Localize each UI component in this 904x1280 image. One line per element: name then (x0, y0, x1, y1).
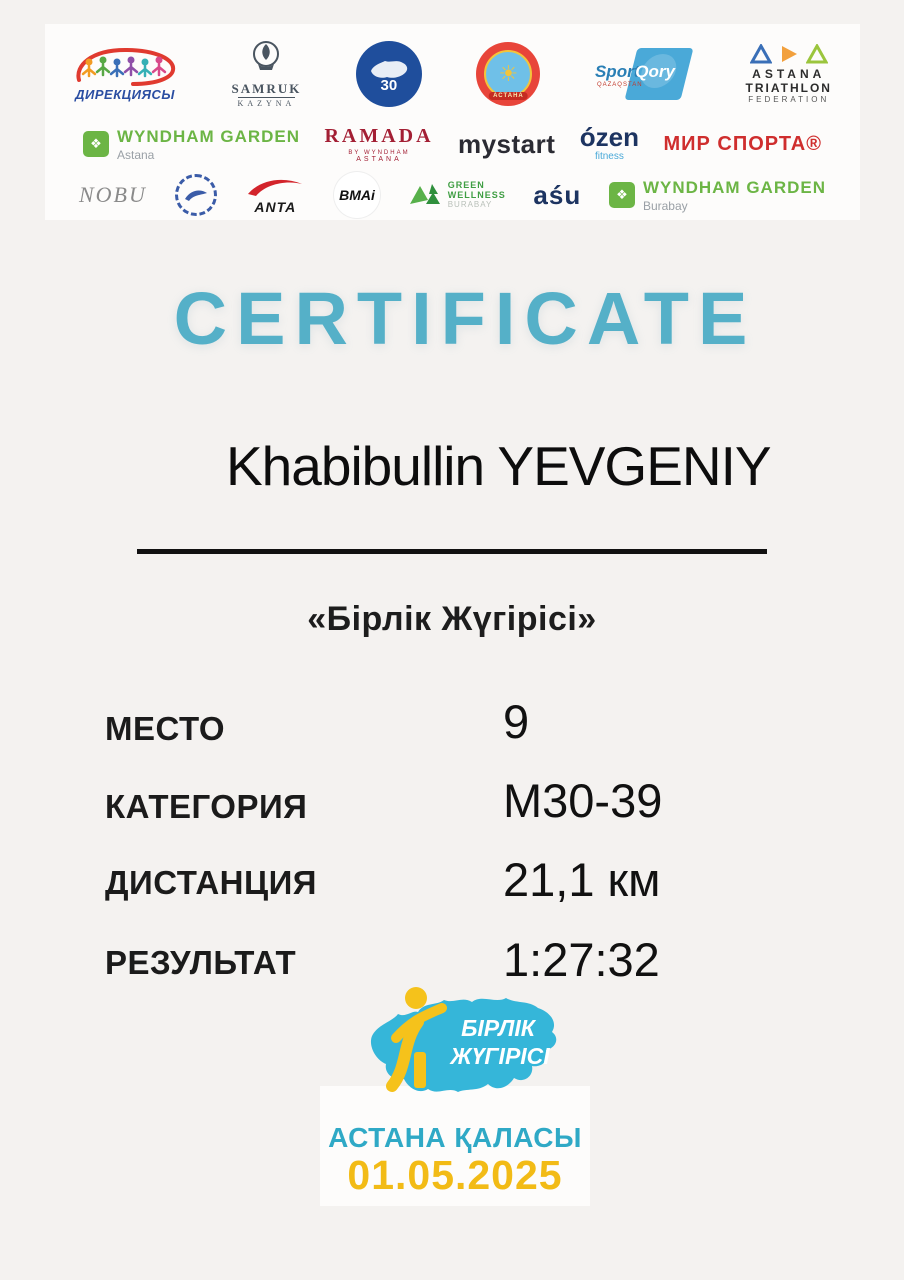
ozen-brand-text: ózen (579, 122, 640, 153)
samruk-emblem-icon (249, 40, 283, 81)
joma-logo (175, 174, 217, 216)
anta-logo (244, 176, 306, 215)
wyndham-garden-burabay-logo (609, 178, 826, 213)
bmai-logo (334, 172, 380, 218)
wyndham-location-text: Astana (117, 147, 155, 162)
wyndham-garden-astana-logo (83, 127, 300, 162)
wyndham-diamond-icon: ❖ (609, 182, 635, 208)
mystart-logo (458, 129, 555, 160)
bmai-brand-text: BMAi (339, 187, 375, 203)
result-label-category: КАТЕГОРИЯ (105, 788, 308, 825)
qory-text: Qory (635, 62, 675, 81)
direkciyasy-logo (73, 46, 177, 102)
result-value-distance: 21,1 км (503, 853, 661, 906)
certificate-title: CERTIFICATE (173, 277, 757, 360)
result-label-place: МЕСТО (105, 710, 226, 747)
sponsor-row-3 (45, 172, 860, 218)
result-label-distance: ДИСТАНЦИЯ (105, 864, 318, 901)
qazaqstan-text: QAZAQSTAN (596, 82, 643, 88)
ozen-fitness-text: fitness (594, 150, 624, 162)
sport-text: Sport (594, 62, 640, 81)
running-figures-icon (73, 46, 177, 91)
mountain-tree-icon (408, 178, 442, 213)
triathlon-triangles-icon (750, 44, 828, 64)
logo-text-line2: ЖҮГІРІСІ (450, 1043, 550, 1069)
anniversary-number: 30 (380, 76, 398, 94)
name-underline (137, 549, 767, 554)
kazyna-text: KAZYNA (237, 99, 296, 108)
astana-triathlon-logo (746, 44, 832, 104)
nobu-brand-text: NOBU (79, 182, 147, 207)
footer-date: 01.05.2025 (347, 1152, 563, 1198)
triathlon-line2: TRIATHLON (745, 81, 832, 95)
sponsor-row-1 (45, 32, 860, 116)
birlik-zhugirisi-logo (358, 984, 570, 1102)
wellness-text: WELLNESS (447, 189, 506, 200)
triathlon-line3: FEDERATION (748, 95, 830, 104)
wyndham-brand-text: WYNDHAM GARDEN (117, 126, 301, 146)
samruk-text: SAMRUK (231, 81, 302, 96)
samruk-kazyna-logo (232, 40, 302, 108)
astana-emblem-label: АСТАНА (489, 92, 528, 100)
wyndham-brand-text: WYNDHAM GARDEN (642, 177, 826, 197)
result-value-category: M30-39 (503, 774, 663, 827)
sponsor-logo-band (45, 24, 860, 220)
green-text: GREEN (447, 179, 485, 190)
ozen-fitness-logo (579, 122, 640, 162)
sport-qory-logo (595, 46, 691, 102)
anta-brand-text: ANTA (254, 198, 297, 215)
asu-logo (533, 180, 581, 211)
nobu-logo (79, 182, 147, 208)
ramada-sub2-text: ASTANA (356, 156, 402, 163)
logo-text-line1: БІРЛІК (461, 1015, 535, 1041)
athlete-name: Khabibullin YEVGENIY (226, 435, 771, 497)
result-label-result: РЕЗУЛЬТАТ (105, 944, 297, 981)
result-value-place: 9 (503, 695, 530, 748)
astana-emblem-icon (476, 42, 540, 106)
wyndham-diamond-icon: ❖ (83, 131, 109, 157)
direkciyasy-label: ДИРЕКЦИЯСЫ (75, 87, 175, 102)
event-name: «Бірлік Жүгірісі» (307, 600, 597, 638)
mystart-brand-text: mystart (457, 128, 556, 159)
anniversary-30-logo (356, 41, 422, 107)
ramada-brand-text: RAMADA (324, 125, 434, 147)
bmai-circle-icon (334, 172, 380, 218)
joma-circle-icon (175, 174, 217, 216)
footer-city: АСТАНА ҚАЛАСЫ (328, 1122, 582, 1153)
mir-sporta-logo (663, 133, 822, 156)
ramada-sub1-text: BY WYNDHAM (348, 150, 410, 156)
ramada-logo (324, 125, 433, 163)
sponsor-row-2 (45, 116, 860, 172)
mir-sporta-brand-text: МИР СПОРТА® (663, 132, 822, 155)
burabay-text: BURABAY (447, 200, 493, 210)
anniversary-30-circle-icon (356, 41, 422, 107)
wyndham-location-text: Burabay (642, 198, 688, 213)
shanyrak-icon: ☀ (498, 61, 519, 86)
green-wellness-logo (408, 178, 506, 213)
asu-brand-text: aśu (533, 179, 582, 210)
result-value-result: 1:27:32 (503, 933, 660, 986)
triathlon-line1: ASTANA (752, 67, 826, 81)
astana-emblem-logo (476, 42, 540, 106)
